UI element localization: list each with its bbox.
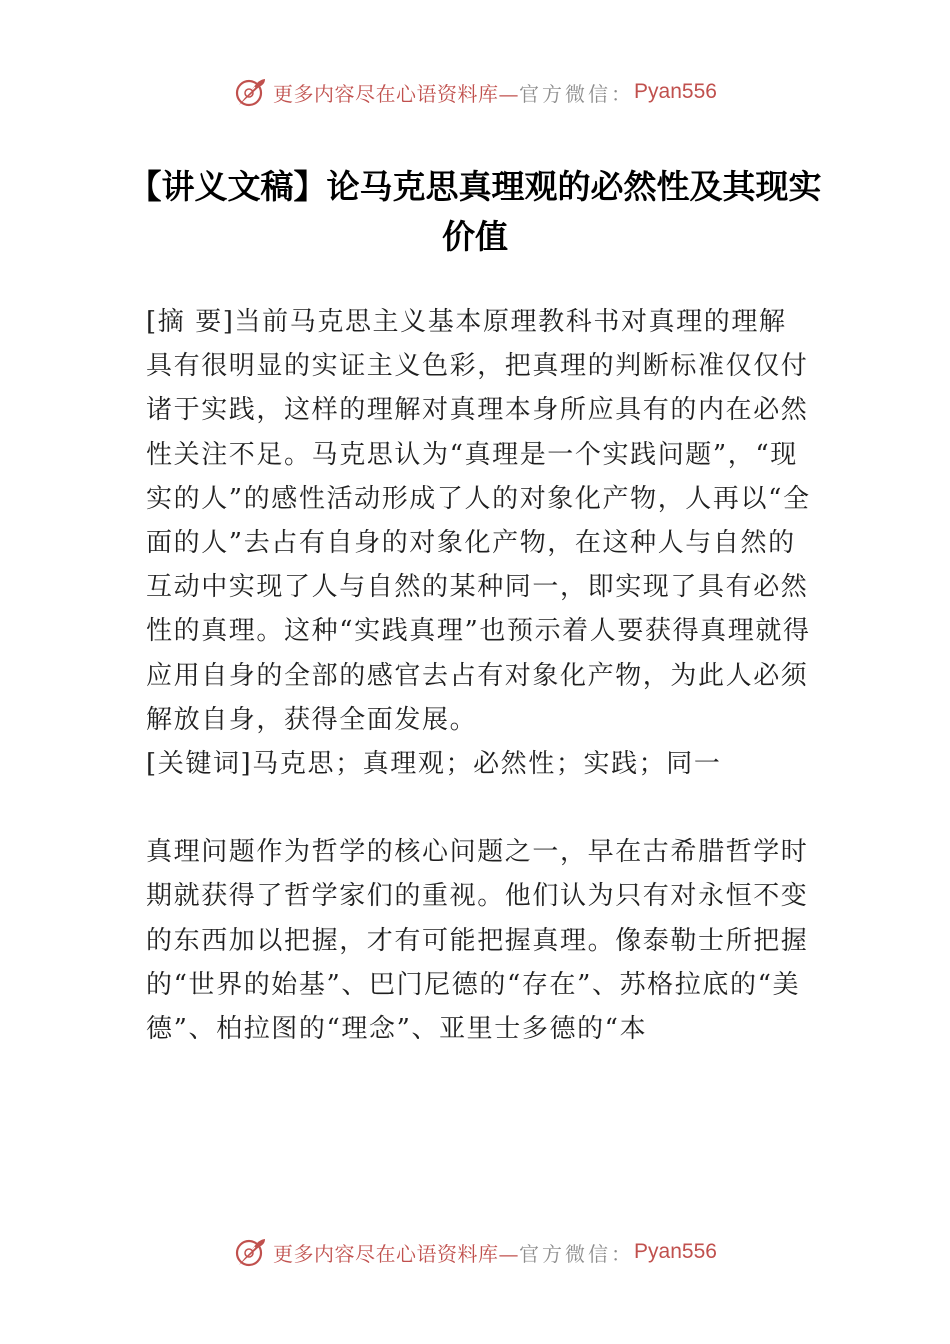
banner-slogan: 更多内容尽在心语资料库—: [273, 1241, 520, 1266]
feather-pen-logo-icon: [233, 1235, 267, 1269]
feather-pen-logo-icon: [233, 75, 267, 109]
banner-wechat-label: 官方微信：: [519, 1241, 635, 1266]
banner-wechat-id: Pyan556: [634, 1240, 717, 1263]
keywords-paragraph: [关键词]马克思；真理观；必然性；实践；同一: [146, 749, 722, 780]
document-body: [146, 300, 811, 1051]
body-paragraph: 真理问题作为哲学的核心问题之一，早在古希腊哲学时期就获得了哲学家们的重视。他们认为只有对永恒不变的东西加以把握，才有可能把握真理。像泰勒士所把握的“世界的始基”、巴门尼德的“存在”、苏格拉底的“美德”、柏拉图的“理念”、亚里士多德的“本: [146, 837, 809, 1045]
paragraph-spacer: [146, 786, 811, 830]
banner-wechat-label: 官方微信：: [519, 81, 635, 106]
abstract-paragraph: [摘 要]当前马克思主义基本原理教科书对真理的理解具有很明显的实证主义色彩，把真理的判断标准仅仅付诸于实践，这样的理解对真理本身所应具有的内在必然性关注不足。马克思认为“真理是一个实践问题”，“现实的人”的感性活动形成了人的对象化产物，人再以“全面的人”去占有自身的对象化产物，在这种人与自然的互动中实现了人与自然的某种同一，即实现了具有必然性的真理。这种“实践真理”也预示着人要获得真理就得应用自身的全部的感官去占有对象化产物，为此人必须解放自身，获得全面发展。: [146, 307, 811, 735]
footer-banner: [0, 1230, 950, 1274]
header-banner: [0, 70, 950, 114]
banner-slogan: 更多内容尽在心语资料库—: [273, 81, 520, 106]
banner-wechat-id: Pyan556: [634, 80, 717, 103]
document-title: 【讲义文稿】论马克思真理观的必然性及其现实价值: [128, 167, 822, 256]
